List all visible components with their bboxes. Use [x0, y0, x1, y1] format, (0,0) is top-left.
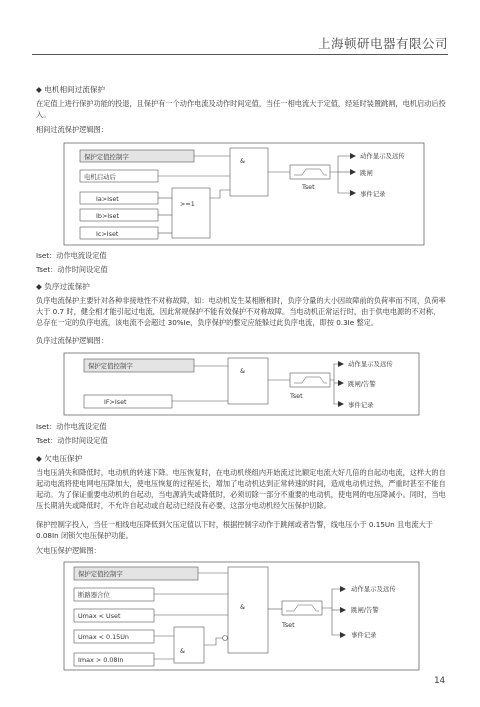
input-label: Ic>Iset: [96, 230, 119, 238]
inner-and-gate: [174, 627, 204, 663]
input-label: Imax > 0.08In: [78, 656, 124, 664]
output-label: 动作显示及远传: [351, 585, 396, 593]
output-label: 跳闸/告警: [351, 606, 379, 614]
input-label: 断路器合位: [78, 591, 110, 599]
output-label: 动作显示及远传: [360, 152, 405, 160]
input-label: Umax < Uset: [78, 612, 121, 620]
input-label: Ib>Iset: [96, 212, 119, 220]
diagram-caption: 欠电压保护逻辑图：: [36, 546, 101, 555]
section-title-phase-overcurrent: ◆ 电机相间过流保护: [36, 85, 106, 94]
section-paragraph: 在定值上进行保护功能的投退，且保护有一个动作电流及动作时间定值，当任一相电流大于定值，经延时装置跳闸，电机启动后投入。: [36, 99, 446, 119]
input-label: 保护定值控制字: [78, 570, 123, 578]
input-label: Ia>Iset: [96, 195, 119, 203]
and-gate: [228, 567, 268, 653]
note: Iset：动作电流设定值: [36, 422, 107, 431]
timer-box: [282, 601, 322, 615]
input-label: IF>Iset: [104, 398, 127, 406]
timer-label: Tset: [290, 392, 303, 400]
input-label: 电机启动后: [84, 173, 116, 181]
note: Iset：动作电流设定值: [36, 251, 107, 260]
diagram-caption: 相间过流保护逻辑图：: [36, 125, 108, 134]
output-label: 事件记录: [351, 631, 377, 639]
page-number: 14: [434, 676, 445, 686]
company-name: 上海顿研电器有限公司: [317, 36, 448, 51]
timer-label: Tset: [302, 183, 315, 191]
output-label: 跳闸: [360, 169, 373, 177]
input-label: 保护定值控制字: [88, 362, 133, 370]
and-gate-label: &: [240, 367, 245, 375]
section-paragraph: 保护控制字投入，当任一相线电压降低到欠压定值以下时，根据控制字动作于跳闸或者告警，线电压小于 0.15Un 且电流大于 0.08In 闭锁欠电压保护功能。: [36, 520, 433, 540]
inner-and-gate-label: &: [180, 647, 185, 655]
timer-label: Tset: [282, 621, 295, 629]
output-label: 跳闸/告警: [348, 380, 376, 388]
note: Tset：动作时间设定值: [36, 265, 108, 274]
output-label: 事件记录: [348, 401, 374, 409]
and-gate-label: &: [240, 157, 245, 165]
section-title-negative-sequence: ◆ 负序过流保护: [36, 282, 90, 291]
section-title-undervoltage: ◆ 欠电压保护: [36, 454, 83, 463]
input-label: 保护定值控制字: [84, 153, 129, 161]
and-gate-label: &: [240, 603, 245, 611]
note: Tset：动作时间设定值: [36, 436, 108, 445]
section-paragraph: 负序电流保护主要针对各种非接地性不对称故障，如：电动机发生某相断相时，负序分量的大小因故障前的负荷率而不同，负荷率大于 0.7 时，健全相才能引起过电流，因此常规保护不能有效保护不对称故障。当电动机正常运行时，由于供电电源的不对称，总存在一定的负序电流，该电流不会超过 30%Ie，负序保护的整定应能躲过此负序电流，即按 0.3Ie 整定。: [36, 296, 446, 327]
or-gate-label: >=1: [180, 200, 195, 208]
diagram-caption: 负序过流保护逻辑图：: [36, 336, 108, 345]
output-label: 事件记录: [360, 190, 386, 198]
input-label: Umax < 0.15Un: [78, 633, 129, 641]
section-paragraph: 当电压消失和降低时，电动机的转速下降。电压恢复时，在电动机绕组内开始流过比额定电流大好几倍的自起动电流，这样大的自起动电流将使电网电压降加大，使电压恢复的过程延长，增加了电动机达到正常转速的时间，造成电动机过热，严重时甚至不能自起动。为了保证重要电动机的自起动，当电源消失或降低时，必须切除一部分不重要的电动机，使电网的电压降减小。同时，当电压长期消失或降低时，不允许自起动或自起动已经没有必要，这部分电动机经欠压保护切除。: [36, 468, 446, 510]
output-label: 动作显示及远传: [348, 360, 393, 368]
